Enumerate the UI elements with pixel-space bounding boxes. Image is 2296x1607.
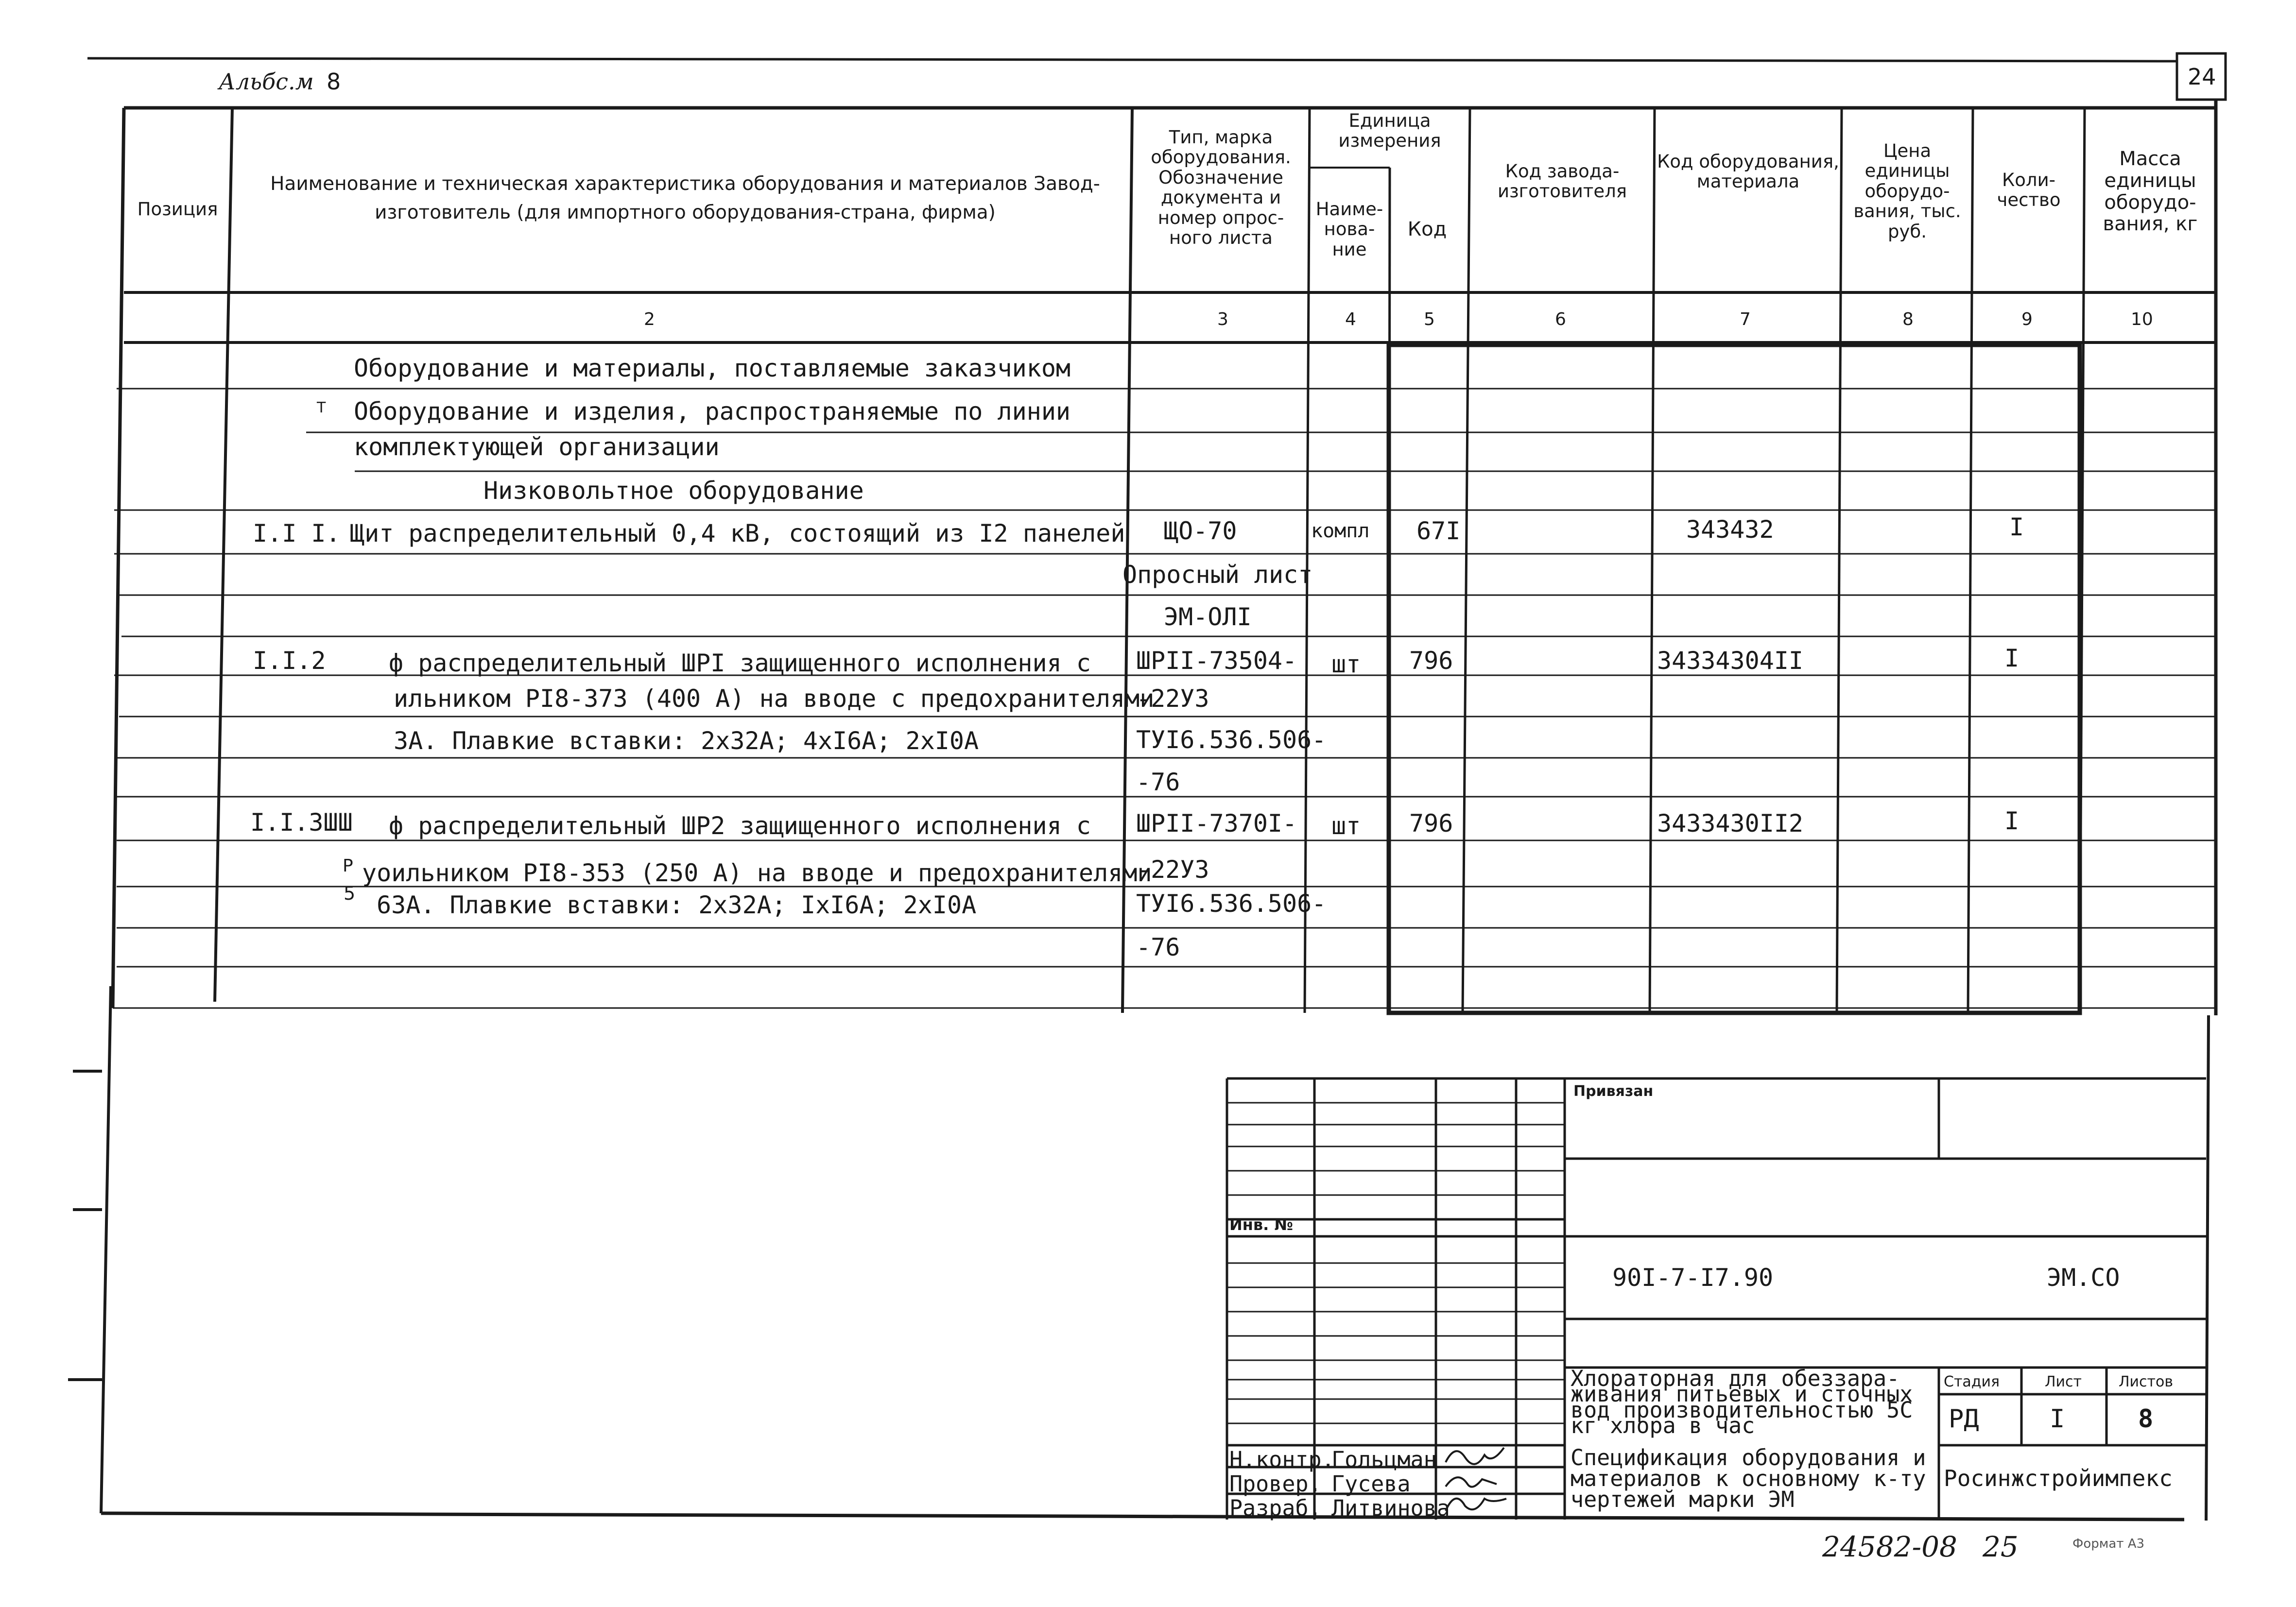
column-number-3: 3 xyxy=(1217,309,1228,329)
sheets-value: 8 xyxy=(2138,1404,2154,1434)
column-header-unit-group: Единица измерения xyxy=(1338,110,1441,152)
privyazan-label: Привязан xyxy=(1573,1083,1654,1100)
section-heading: Оборудование и изделия, распространяемые по линии xyxy=(354,397,1071,426)
row-name-line: уоильником РI8-353 (250 А) на вводе и предохранителями xyxy=(362,859,1152,887)
column-header-mass: Масса единицы оборудо-вания, кг xyxy=(2103,148,2198,236)
album-number: 8 xyxy=(327,68,341,95)
row-material-code: 34334304II xyxy=(1657,647,1804,675)
column-number-9: 9 xyxy=(2021,309,2033,329)
row-name-line: ф распределительный ШРI защищенного исполнения с xyxy=(389,649,1091,677)
column-header-position: Позиция xyxy=(137,199,218,220)
column-header-unit-code: Код xyxy=(1407,218,1447,240)
row-type-line: -22У3 xyxy=(1136,855,1209,884)
column-header-material-code: Код оборудования, материала xyxy=(1657,151,1839,192)
signature-name: Гусева xyxy=(1331,1471,1411,1497)
margin-mark: Р xyxy=(343,856,353,876)
row-unit-name: шт xyxy=(1331,650,1361,678)
organization-name: Росинжстройимпекс xyxy=(1944,1465,2173,1491)
section-heading: комплектующей организации xyxy=(354,433,720,461)
column-number-4: 4 xyxy=(1345,309,1356,329)
sheets-label: Листов xyxy=(2119,1373,2174,1390)
row-unit-code: 67I xyxy=(1416,517,1461,545)
row-material-code: 3433430II2 xyxy=(1657,809,1804,838)
row-material-code: 343432 xyxy=(1686,515,1774,544)
inventory-number-label: Инв. № xyxy=(1229,1215,1293,1234)
row-name-line: 63А. Плавкие вставки: 2х32А; IхI6А; 2хI0А xyxy=(377,891,977,919)
signature-role: Н.контр. xyxy=(1229,1447,1335,1472)
row-quantity: I xyxy=(2009,513,2024,541)
specification-title: Спецификация оборудования и материалов к основному к-ту чертежей марки ЭМ xyxy=(1571,1445,1926,1512)
row-type-line: ШРII-7370I- xyxy=(1136,809,1297,838)
column-header-type: Тип, марка оборудования. Обозначение документа и номер опрос-ного листа xyxy=(1151,127,1291,249)
page-number: 25 xyxy=(1983,1530,2019,1563)
section-heading: Низковольтное оборудование xyxy=(483,477,864,505)
row-name-line: ф распределительный ШР2 защищенного исполнения с xyxy=(389,812,1091,840)
row-name-line: ильником РI8-373 (400 А) на вводе с предохранителями xyxy=(394,684,1155,713)
column-number-7: 7 xyxy=(1740,309,1751,329)
column-number-2: 2 xyxy=(644,309,655,329)
row-type-line: Опросный лист xyxy=(1122,561,1313,589)
album-label: Альбс.м xyxy=(219,68,314,95)
row-unit-code: 796 xyxy=(1409,809,1453,838)
column-header-name: Наименование и техническая характеристика оборудования и материалов Завод-изготовитель (для импортного оборудования-страна, фирма) xyxy=(270,173,1100,223)
signature-role: Провер. xyxy=(1229,1471,1322,1497)
column-header-price: Цена единицы оборудо-вания, тыс. руб. xyxy=(1853,140,1961,242)
sheet-number: 24 xyxy=(2188,64,2216,90)
row-type-line: -76 xyxy=(1136,933,1180,961)
row-type-line: ЭМ-ОЛI xyxy=(1164,603,1252,631)
row-unit-name: компл xyxy=(1311,520,1370,542)
row-type-line: -76 xyxy=(1136,768,1180,796)
row-position: I.I I. xyxy=(253,519,341,547)
row-type-line: ЩО-70 xyxy=(1164,517,1237,545)
document-mark: ЭМ.СО xyxy=(2047,1264,2120,1292)
archive-number: 24582-08 xyxy=(1822,1530,1957,1563)
signature-name: Литвинова xyxy=(1331,1495,1450,1521)
column-header-unit-name: Наиме-нова-ние xyxy=(1315,199,1383,260)
row-name-line: 3А. Плавкие вставки: 2х32А; 4хI6А; 2хI0А xyxy=(394,727,979,755)
row-name-line: Щит распределительный 0,4 кВ, состоящий из I2 панелей xyxy=(350,519,1125,547)
sheet-label: Лист xyxy=(2045,1373,2082,1390)
signature-name: Гольцман xyxy=(1331,1447,1437,1472)
column-number-6: 6 xyxy=(1555,309,1566,329)
row-quantity: I xyxy=(2004,807,2020,835)
column-header-factory-code: Код завода-изготовителя xyxy=(1497,161,1627,202)
row-unit-code: 796 xyxy=(1409,647,1453,675)
column-number-10: 10 xyxy=(2131,309,2153,329)
row-type-line: -22У3 xyxy=(1136,684,1209,713)
project-title: Хлораторная для обеззара-живания питьевых и сточных вод производительностью 5С кг хлора в час xyxy=(1571,1366,1913,1439)
row-type-line: ШРII-73504- xyxy=(1136,647,1297,675)
column-number-8: 8 xyxy=(1902,309,1914,329)
row-unit-name: шт xyxy=(1331,812,1361,840)
row-type-line: ТУI6.536.506- xyxy=(1136,889,1327,918)
row-type-line: ТУI6.536.506- xyxy=(1136,726,1327,754)
row-position: I.I.2 xyxy=(253,647,326,675)
format-label: Формат А3 xyxy=(2072,1537,2145,1551)
margin-mark: Т xyxy=(317,399,326,416)
stage-label: Стадия xyxy=(1944,1373,2000,1390)
column-number-5: 5 xyxy=(1424,309,1435,329)
signature-role: Разраб. xyxy=(1229,1495,1322,1521)
sheet-value: I xyxy=(2050,1404,2065,1434)
row-position: I.I.3ШШ xyxy=(250,808,353,837)
row-quantity: I xyxy=(2004,644,2020,672)
column-header-quantity: Коли-чество xyxy=(1997,170,2061,211)
section-heading: Оборудование и материалы, поставляемые заказчиком xyxy=(354,354,1071,382)
document-code: 90I-7-I7.90 xyxy=(1612,1264,1774,1292)
stage-value: РД xyxy=(1949,1404,1979,1434)
margin-mark: 5 xyxy=(344,883,356,904)
